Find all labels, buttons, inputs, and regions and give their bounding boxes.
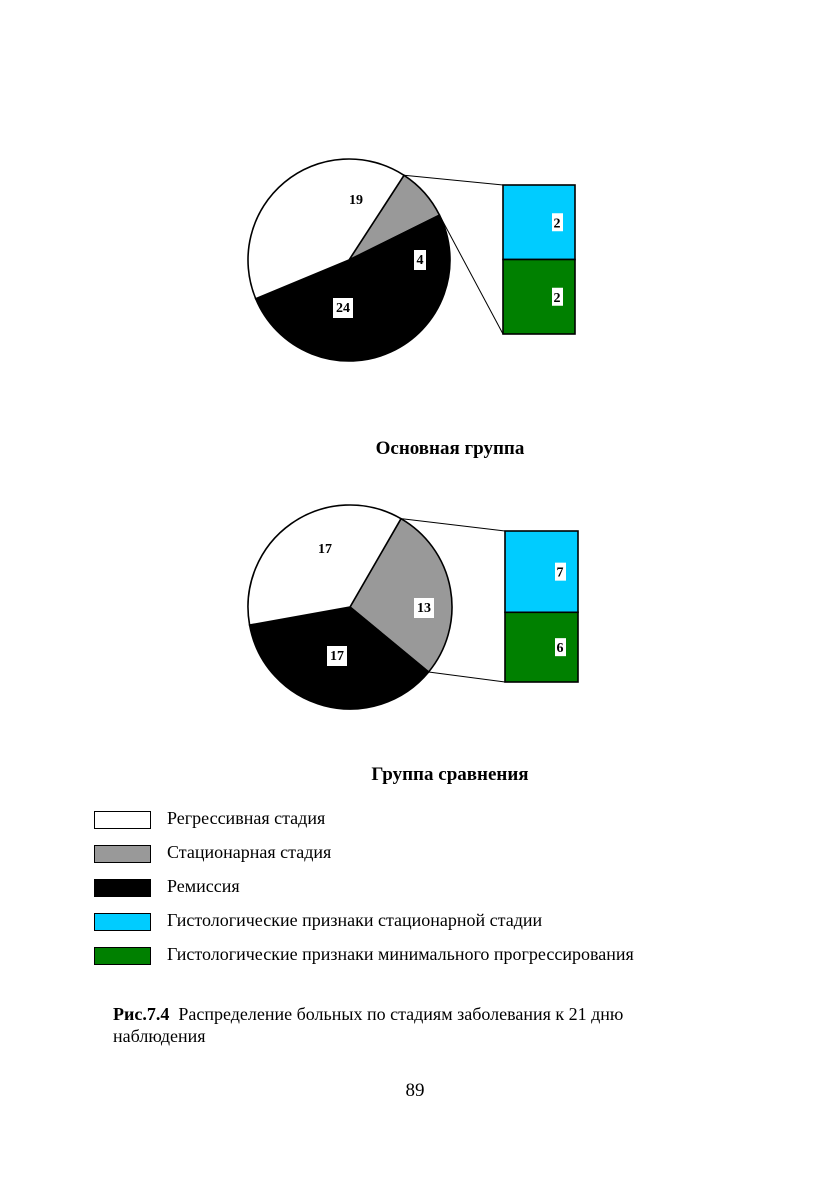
breakdown-value-label: 2 xyxy=(553,290,561,306)
legend-label: Регрессивная стадия xyxy=(167,808,326,828)
legend-label: Гистологические признаки минимального прогрессирования xyxy=(167,944,634,964)
legend-swatch xyxy=(94,913,151,931)
connector-line xyxy=(404,175,503,185)
breakdown-segment xyxy=(505,531,578,612)
figure-caption xyxy=(113,1003,713,1047)
legend-swatch xyxy=(94,811,151,829)
breakdown-segment xyxy=(503,260,575,335)
slice-value-label: 19 xyxy=(349,193,363,208)
chart-title-main-group: Основная группа xyxy=(375,438,525,459)
slice-value-label: 17 xyxy=(330,649,344,664)
legend-label: Стационарная стадия xyxy=(167,842,332,862)
breakdown-value-label: 7 xyxy=(556,565,564,581)
breakdown-segment xyxy=(503,185,575,260)
slice-value-label: 24 xyxy=(336,301,350,316)
legend-swatch xyxy=(94,947,151,965)
chart-title-comparison-group: Группа сравнения xyxy=(371,764,529,785)
pie-chart-comparison-group xyxy=(0,495,830,720)
slice-value-label: 17 xyxy=(318,542,332,557)
slice-value-label: 13 xyxy=(417,601,431,616)
legend-swatch xyxy=(94,845,151,863)
legend-swatch xyxy=(94,879,151,897)
figure-caption-number: Рис.7.4 xyxy=(113,1004,170,1024)
connector-line xyxy=(429,672,505,682)
legend-label: Ремиссия xyxy=(167,876,240,896)
pie-chart-main-group xyxy=(0,150,830,380)
legend-label: Гистологические признаки стационарной стадии xyxy=(167,910,543,930)
figure-caption-text: Распределение больных по стадиям заболевания к 21 дню наблюдения xyxy=(113,1004,624,1046)
breakdown-value-label: 2 xyxy=(553,216,561,232)
breakdown-value-label: 6 xyxy=(556,641,564,657)
breakdown-segment xyxy=(505,612,578,682)
page-number: 89 xyxy=(405,1080,425,1101)
slice-value-label: 4 xyxy=(416,253,424,268)
